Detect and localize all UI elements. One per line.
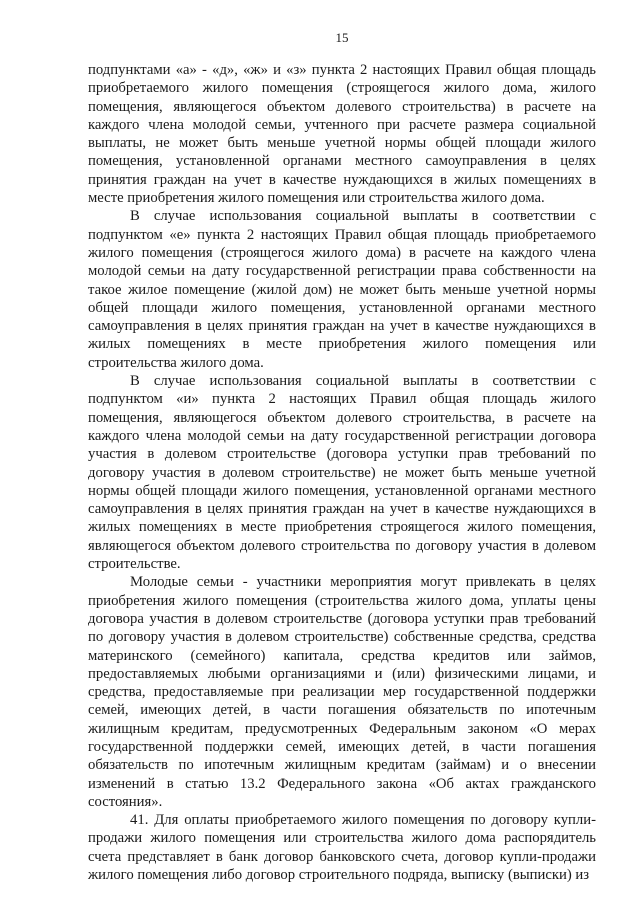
page-number: 15 [335, 30, 349, 45]
paragraph-subpoint-i: В случае использования социальной выплаты в соответствии с подпунктом «и» пункта 2 настоящих Правил общая площадь жилого помещения, являющегося объектом долевого строительства, в расчете на каждого члена молодой семьи на дату государственной регистрации договора участия в долевом строительстве (договора уступки прав требований по договору участия в долевом строительстве) не может быть меньше учетной нормы общей площади жилого помещения, установленной органами местного самоуправления в целях принятия граждан на учет в качестве нуждающихся в жилых помещениях в месте приобретения строящегося жилого помещения, являющегося объектом долевого строительства по договору участия в долевом строительстве. [88, 373, 596, 573]
paragraph-subpoint-e: В случае использования социальной выплаты в соответствии с подпунктом «е» пункта 2 настоящих Правил общая площадь приобретаемого жилого помещения (строящегося жилого дома) в расчете на каждого члена молодой семьи на дату государственной регистрации права собственности на такое жилое помещение (жилой дом) не может быть меньше учетной нормы общей площади жилого помещения, установленной органами местного самоуправления в целях принятия граждан на учет в качестве нуждающихся в жилых помещениях в месте приобретения жилого помещения или строительства жилого дома. [88, 208, 596, 371]
paragraph-continuation: подпунктами «а» - «д», «ж» и «з» пункта 2 настоящих Правил общая площадь приобретаемого жилого помещения (строящегося жилого дома, жилого помещения, являющегося объектом долевого строительства) в расчете на каждого члена молодой семьи, учтенного при расчете размера социальной выплаты, не может быть меньше учетной нормы общей площади жилого помещения, установленной органами местного самоуправления в целях принятия граждан на учет в качестве нуждающихся в жилых помещениях в месте приобретения жилого помещения или строительства жилого дома. [88, 62, 596, 207]
paragraph-funding-sources: Молодые семьи - участники мероприятия могут привлекать в целях приобретения жилого помещения (строительства жилого дома, уплаты цены договора участия в долевом строительстве (договора уступки прав требований по договору участия в долевом строительстве) собственные средства, средства материнского (семейного) капитала, средства кредитов или займов, предоставляемых любыми организациями и (или) физическими лицами, и средства, предоставляемые при реализации мер государственной поддержки семей, имеющих детей, в части погашения обязательств по ипотечным жилищным кредитам, предусмотренных Федеральным законом «О мерах государственной поддержки семей, имеющих детей, в части погашения обязательств по ипотечным жилищным кредитам (займам) и о внесении изменений в статью 13.2 Федерального закона «Об актах гражданского состояния». [88, 574, 596, 810]
paragraph-item-41: 41. Для оплаты приобретаемого жилого помещения по договору купли-продажи жилого помещения или строительства жилого дома распорядитель счета представляет в банк договор банковского счета, договор купли-продажи жилого помещения либо договор строительного подряда, выписку (выписки) из [88, 812, 596, 884]
